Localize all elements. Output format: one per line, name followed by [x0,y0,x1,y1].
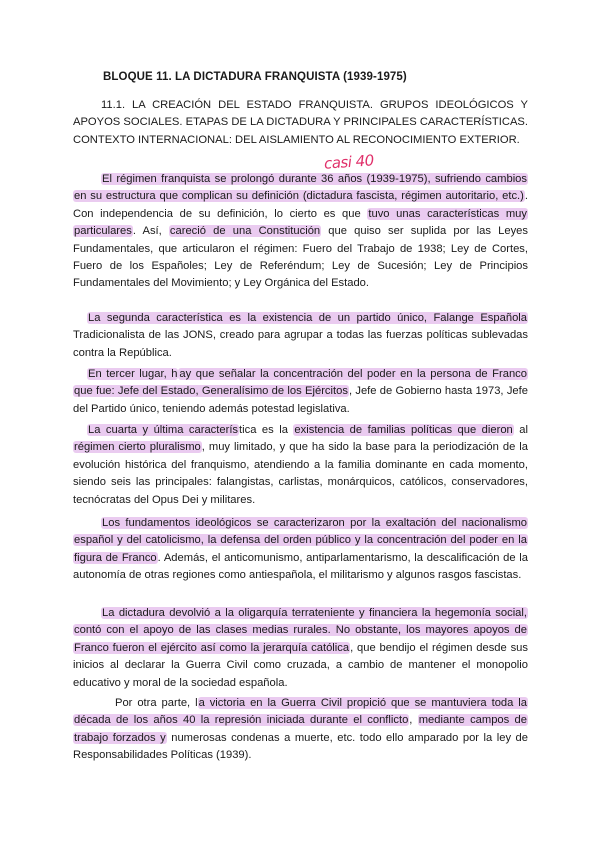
highlight: mediante campos de trabajo forzados y [74,714,528,744]
paragraph-3: En tercer lugar, h ay que señalar la concentración del poder en la persona de Franco que fue: Jefe del Estado, Generalísimo de los Ejércitos, Jefe de Gobierno hasta 1973, Jefe del Partido único, teniendo además potestad legislativa. [73,368,528,415]
paragraph-4: La cuarta y última característica es la existencia de familias políticas que dieron al régimen cierto pluralismo, muy limitado, y que ha sido la base para la periodización de la evolución histórica del franquismo, atendiendo a la familia dominante en cada momento, siendo seis las principales: falangistas, carlistas, monárquicos, católicos, conservadores, tecnócratas del Opus Dei y militares. [73,424,528,506]
section-heading [73,97,528,149]
document-title: BLOQUE 11. LA DICTADURA FRANQUISTA (1939-1975) [103,71,407,83]
highlight: careció de una Constitución [169,225,321,238]
highlight: a victoria en la Guerra Civil propició que se mantuviera toda la década de los años 40 la represión iniciada durante el conflicto [74,697,527,727]
highlight: El régimen franquista se prolongó durante 36 años (1939-1975), sufriendo cambios en su estructura que complican su definición (dictadura fascista, régimen autoritario, etc.) [74,173,527,203]
highlight: Los fundamentos ideológicos se caracterizaron por la exaltación del nacionalismo español y del catolicismo, la defensa del orden público y la concentración del poder en la figura de Franco [74,517,527,564]
highlight: régimen cierto pluralismo [74,441,201,454]
paragraph-5: Los fundamentos ideológicos se caracterizaron por la exaltación del nacionalismo español y del catolicismo, la defensa del orden público y la concentración del poder en la figura de Franco. Además, el anticomunismo, antiparlamentarismo, la descalificación de la autonomía de otras regiones como antiespañola, el militarismo y algunos rasgos fascistas. [73,517,529,582]
paragraph-1: El régimen franquista se prolongó durante 36 años (1939-1975), sufriendo cambios en su estructura que complican su definición (dictadura fascista, régimen autoritario, etc.). Con independencia de su definición, lo cierto es que tuvo unas características muy particulares. Así, careció de una Constitución que quiso ser suplida por las Leyes Fundamentales, que articularon el régimen: Fuero del Trabajo de 1938; Ley de Cortes, Fuero de los Españoles; Ley de Referéndum; Ley de Sucesión; Ley de Principios Fundamentales del Movimiento; y Ley Orgánica del Estado. [73,173,528,290]
handwritten-annotation: casi 40 [323,151,375,173]
highlight: La dictadura devolvió a la oligarquía terrateniente y financiera la hegemonía social, contó con el apoyo de las clases medias rurales. No obstante, los mayores apoyos de Franco fueron el ejército así como la jerarquía católica [74,607,527,654]
highlight: En tercer lugar, h [88,368,178,380]
highlight: La segunda característica es la existencia de un partido único, Falange Española [88,312,527,324]
paragraph-7: Por otra parte, la victoria en la Guerra Civil propició que se mantuviera toda la década de los años 40 la represión iniciada durante el conflicto, mediante campos de trabajo forzados y numerosas condenas a muerte, etc. todo ello amparado por la ley de Responsabilidades Políticas (1939). [73,697,528,762]
highlight: ay que señalar la concentración del poder en la persona de Franco que fue: Jefe del Estado, Generalísimo de los Ejércitos [74,368,527,398]
highlight: existencia de familias políticas que dieron [294,424,513,436]
paragraph-2: La segunda característica es la existencia de un partido único, Falange Española Tradicionalista de las JONS, creado para agrupar a todas las fuerzas políticas sublevadas contra la República. [73,312,528,359]
paragraph-6: La dictadura devolvió a la oligarquía terrateniente y financiera la hegemonía social, contó con el apoyo de las clases medias rurales. No obstante, los mayores apoyos de Franco fueron el ejército así como la jerarquía católica, que bendijo el régimen desde sus inicios al declarar la Guerra Civil como cruzada, a cambio de mantener el monopolio educativo y moral de la sociedad española. [73,607,528,689]
highlight: La cuarta y última caracterís [88,424,239,436]
highlight: tuvo unas características muy particulares [74,207,527,238]
section-heading-text: 11.1. LA CREACIÓN DEL ESTADO FRANQUISTA. GRUPOS IDEOLÓGICOS Y APOYOS SOCIALES. ETAPAS DE LA DICTADURA Y PRINCIPALES CARACTERÍSTICAS. CONTEXTO INTERNACIONAL: DEL AISLAMIENTO AL RECONOCIMIENTO EXTERIOR. [73,99,528,146]
